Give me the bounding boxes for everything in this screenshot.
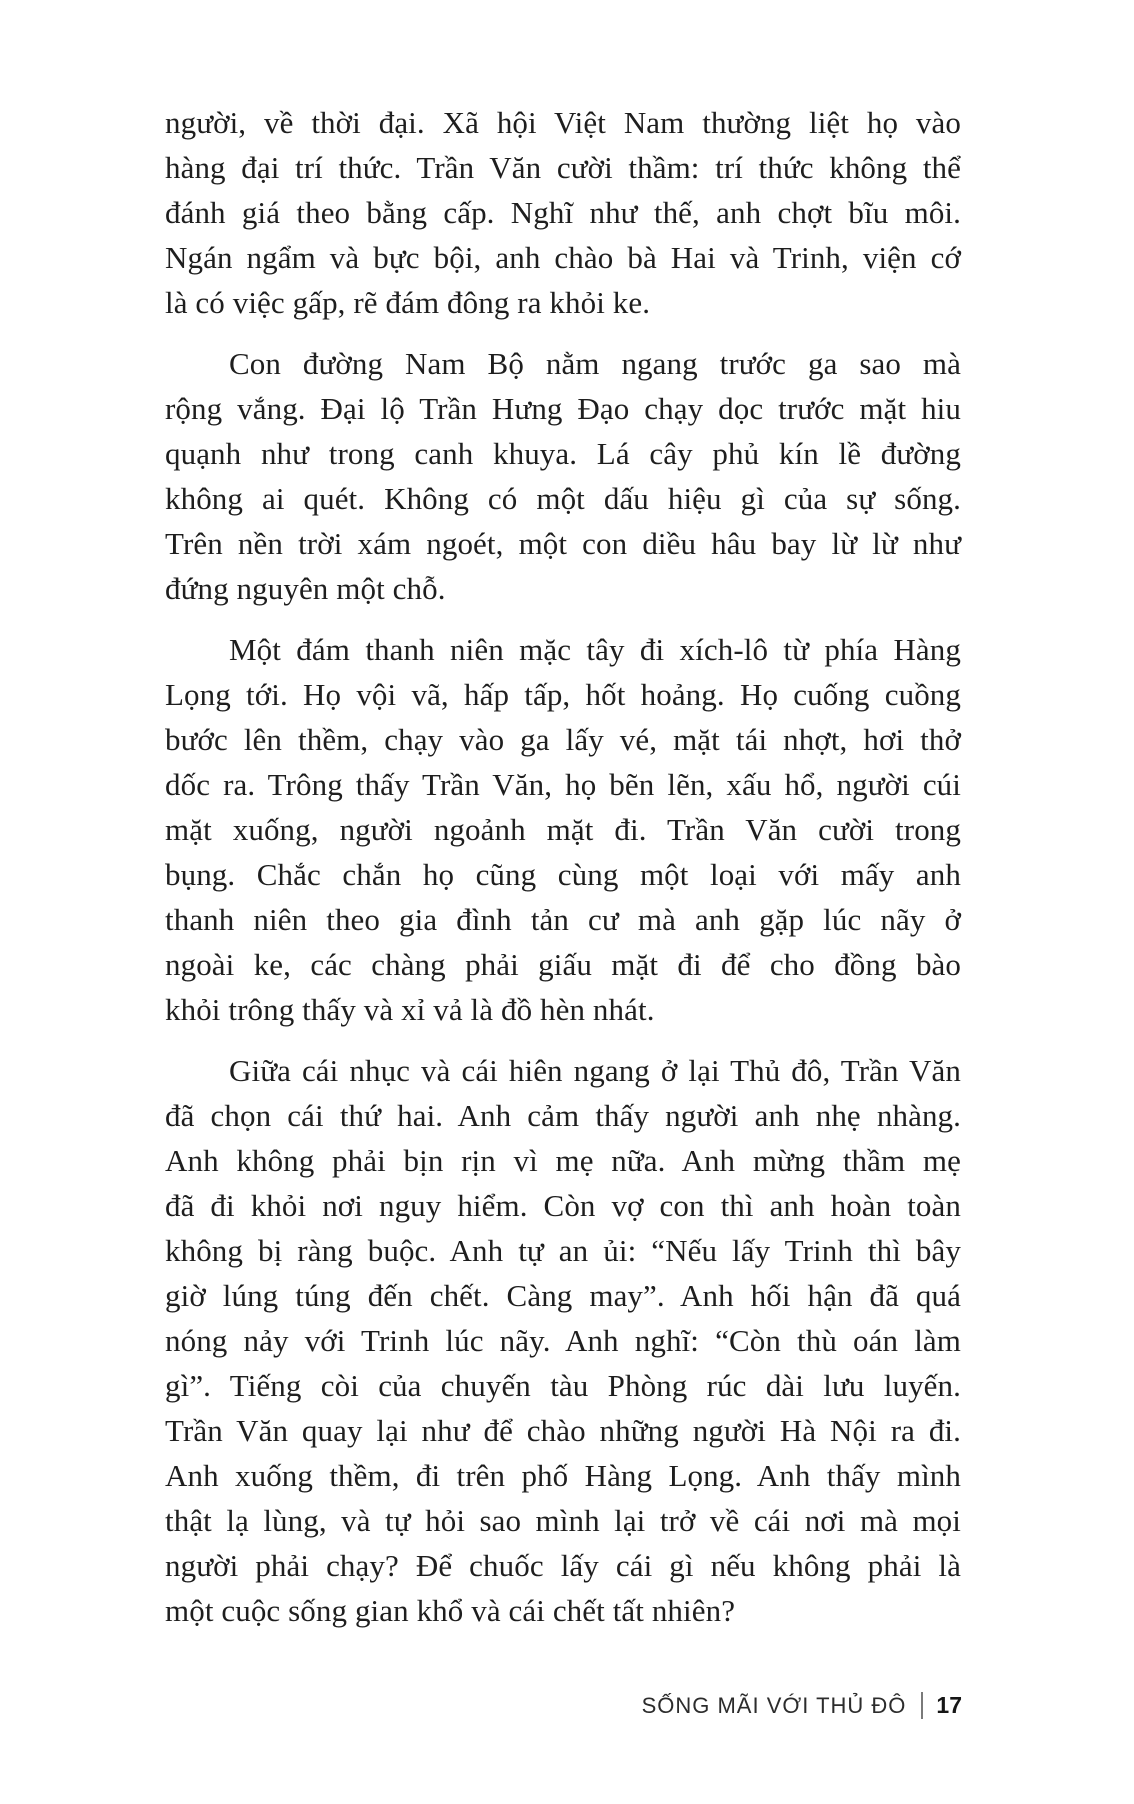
text-line: hàng đại trí thức. Trần Văn cười thầm: trí thức không thể [165,150,961,185]
text-line: đã đi khỏi nơi nguy hiểm. Còn vợ con thì anh hoàn toàn [165,1188,961,1223]
text-line: người, về thời đại. Xã hội Việt Nam thường liệt họ vào [165,105,961,140]
paragraph [165,627,961,1032]
text-line: Anh xuống thềm, đi trên phố Hàng Lọng. Anh thấy mình [165,1458,961,1493]
text-line: đánh giá theo bằng cấp. Nghĩ như thế, anh chợt bĩu môi. [165,195,961,230]
paragraph [165,100,961,325]
text-line: nóng nảy với Trinh lúc nãy. Anh nghĩ: “Còn thù oán làm [165,1323,961,1358]
text-line: Con đường Nam Bộ nằm ngang trước ga sao mà [229,346,961,381]
text-line: không bị ràng buộc. Anh tự an ủi: “Nếu lấy Trinh thì bây [165,1233,961,1268]
text-line: thanh niên theo gia đình tản cư mà anh gặp lúc nãy ở [165,902,961,937]
text-line: Trên nền trời xám ngoét, một con diều hâu bay lừ lừ như [165,526,961,561]
text-line: đã chọn cái thứ hai. Anh cảm thấy người anh nhẹ nhàng. [165,1098,961,1133]
footer-divider [921,1692,923,1719]
text-line: bước lên thềm, chạy vào ga lấy vé, mặt tái nhợt, hơi thở [165,722,961,757]
text-line: Một đám thanh niên mặc tây đi xích-lô từ phía Hàng [229,632,961,667]
text-line: đứng nguyên một chỗ. [165,571,446,606]
text-line: Giữa cái nhục và cái hiên ngang ở lại Thủ đô, Trần Văn [229,1053,961,1088]
text-line: bụng. Chắc chắn họ cũng cùng một loại với mấy anh [165,857,961,892]
page-number: 17 [936,1692,962,1718]
text-line: một cuộc sống gian khổ và cái chết tất nhiên? [165,1593,736,1628]
text-line: mặt xuống, người ngoảnh mặt đi. Trần Văn cười trong [165,812,961,847]
text-line: Ngán ngẩm và bực bội, anh chào bà Hai và Trinh, viện cớ [165,240,961,275]
text-line: thật lạ lùng, và tự hỏi sao mình lại trở về cái nơi mà mọi [165,1503,961,1538]
text-line: là có việc gấp, rẽ đám đông ra khỏi ke. [165,285,651,320]
text-line: khỏi trông thấy và xỉ vả là đồ hèn nhát. [165,992,655,1027]
text-line: Lọng tới. Họ vội vã, hấp tấp, hốt hoảng. Họ cuống cuồng [165,677,961,712]
text-line: Anh không phải bịn rịn vì mẹ nữa. Anh mừng thầm mẹ [165,1143,961,1178]
text-line: người phải chạy? Để chuốc lấy cái gì nếu không phải là [165,1548,961,1583]
text-line: ngoài ke, các chàng phải giấu mặt đi để cho đồng bào [165,947,961,982]
text-line: quạnh như trong canh khuya. Lá cây phủ kín lề đường [165,436,961,471]
paragraph [165,1048,961,1633]
text-line: rộng vắng. Đại lộ Trần Hưng Đạo chạy dọc trước mặt hiu [165,391,961,426]
text-line: giờ lúng túng đến chết. Càng may”. Anh hối hận đã quá [165,1278,961,1313]
text-line: không ai quét. Không có một dấu hiệu gì của sự sống. [165,481,961,516]
text-line: dốc ra. Trông thấy Trần Văn, họ bẽn lẽn, xấu hổ, người cúi [165,767,961,802]
running-title: SỐNG MÃI VỚI THỦ ĐÔ [641,1692,907,1718]
page-footer [642,1692,962,1719]
text-line: Trần Văn quay lại như để chào những người Hà Nội ra đi. [165,1413,961,1448]
text-line: gì”. Tiếng còi của chuyến tàu Phòng rúc dài lưu luyến. [165,1368,961,1403]
text-block [165,100,961,1633]
paragraph [165,341,961,611]
